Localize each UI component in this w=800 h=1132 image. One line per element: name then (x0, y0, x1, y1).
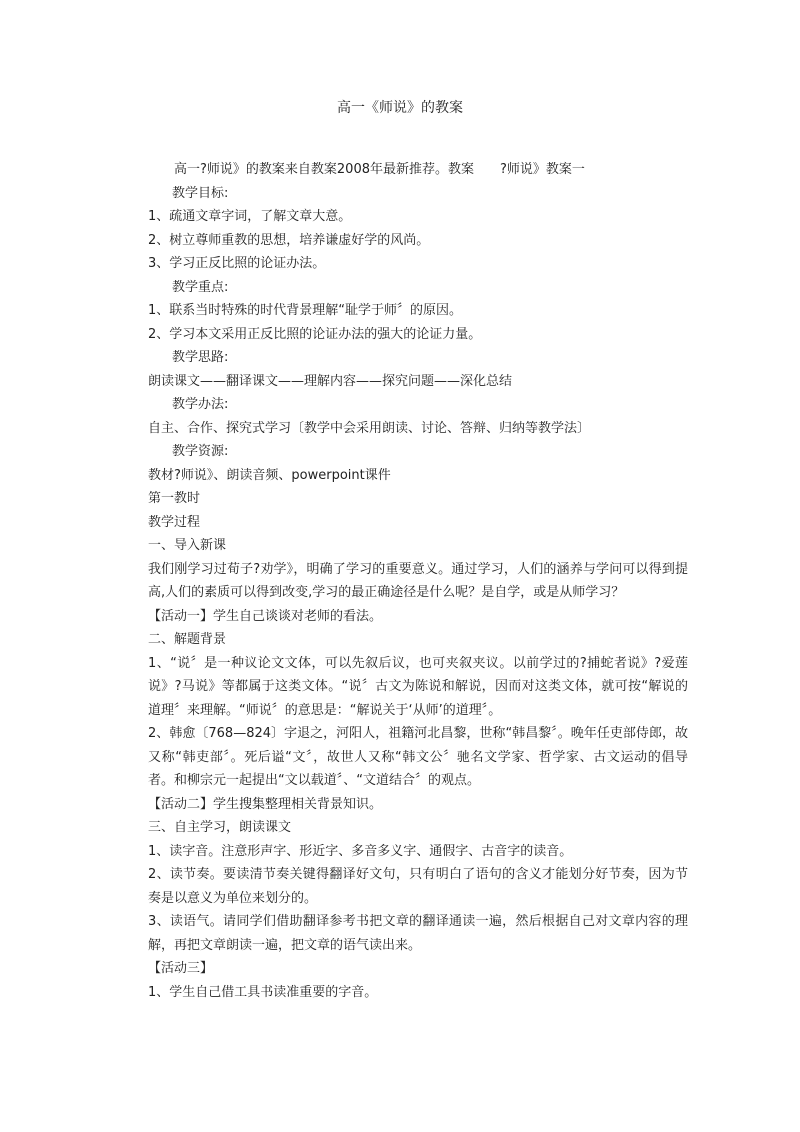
paragraph: 高一?师说》的教案来自教案2008年最新推荐。教案 ?师说》教案一 (174, 162, 585, 177)
paragraph: 教材?师说》、朗读音频、powerpoint课件 (148, 467, 391, 483)
paragraph: 教学办法: (172, 397, 229, 412)
paragraph: 自主、合作、探究式学习〔教学中会采用朗读、讨论、答辩、归纳等教学法〕 (148, 420, 591, 436)
document-body (148, 158, 688, 1004)
paragraph: 3、学习正反比照的论证办法。 (148, 256, 326, 271)
paragraph: 教学过程 (148, 514, 201, 530)
paragraph: 2、学习本文采用正反比照的论证办法的强大的论证力量。 (148, 326, 482, 342)
paragraph: 我们刚学习过荀子?劝学》，明确了学习的重要意义。通过学习，人们的涵养与学问可以得到提高,人们的素质可以得到改变,学习的最正确途径是什么呢？是自学，或是从师学习？ (148, 561, 688, 600)
paragraph: 1、疏通文章字词，了解文章大意。 (148, 209, 352, 224)
paragraph: 1、读字音。注意形声字、形近字、多音多义字、通假字、古音字的读音。 (148, 843, 573, 859)
paragraph: 教学资源: (172, 444, 229, 459)
paragraph: 二、解题背景 (148, 632, 227, 647)
paragraph: 教学重点: (172, 279, 229, 295)
paragraph: 3、读语气。请同学们借助翻译参考书把文章的翻译通读一遍，然后根据自己对文章内容的理解，再把文章朗读一遍，把文章的语气读出来。 (148, 914, 688, 953)
paragraph: 【活动三】 (148, 961, 214, 976)
paragraph: 2、树立尊师重教的思想，培养谦虚好学的风尚。 (148, 232, 430, 248)
paragraph: 2、读节奏。要读清节奏关键得翻译好文句，只有明白了语句的含义才能划分好节奏，因为节奏是以意义为单位来划分的。 (148, 867, 688, 906)
paragraph: 2、韩愈〔768—824〕字退之，河阳人，祖籍河北昌黎，世称“韩昌黎〞。晚年任吏部侍郎，故又称“韩吏部〞。死后谥“文〞，故世人又称“韩文公〞驰名文学家、哲学家、古文运动的倡导者。和柳宗元一起提出“文以载道〞、“文道结合〞的观点。 (148, 726, 688, 788)
document-title: 高一《师说》的教案 (337, 100, 463, 116)
paragraph: 【活动二】学生搜集整理相关背景知识。 (148, 796, 383, 812)
paragraph: 教学思路: (172, 350, 229, 365)
paragraph: 1、联系当时特殊的时代背景理解“耻学于师〞的原因。 (148, 303, 463, 318)
paragraph: 教学目标: (172, 185, 229, 201)
paragraph: 朗读课文——翻译课文——理解内容——探究问题——深化总结 (148, 373, 513, 389)
paragraph: 三、自主学习，朗读课文 (148, 820, 292, 835)
paragraph: 1、学生自己借工具书读准重要的字音。 (148, 984, 378, 1000)
paragraph: 第一教时 (148, 491, 201, 506)
paragraph: 【活动一】学生自己谈谈对老师的看法。 (148, 608, 383, 624)
paragraph: 1、“说〞是一种议论文文体，可以先叙后议，也可夹叙夹议。以前学过的?捕蛇者说》?爱莲说》?马说》等都属于这类文体。“说〞古文为陈说和解说，因而对这类文体，就可按“解说的道理〞来理解。“师说〞的意思是：“解说关于‘从师’的道理〞。 (148, 655, 688, 718)
paragraph: 一、导入新课 (148, 538, 227, 553)
